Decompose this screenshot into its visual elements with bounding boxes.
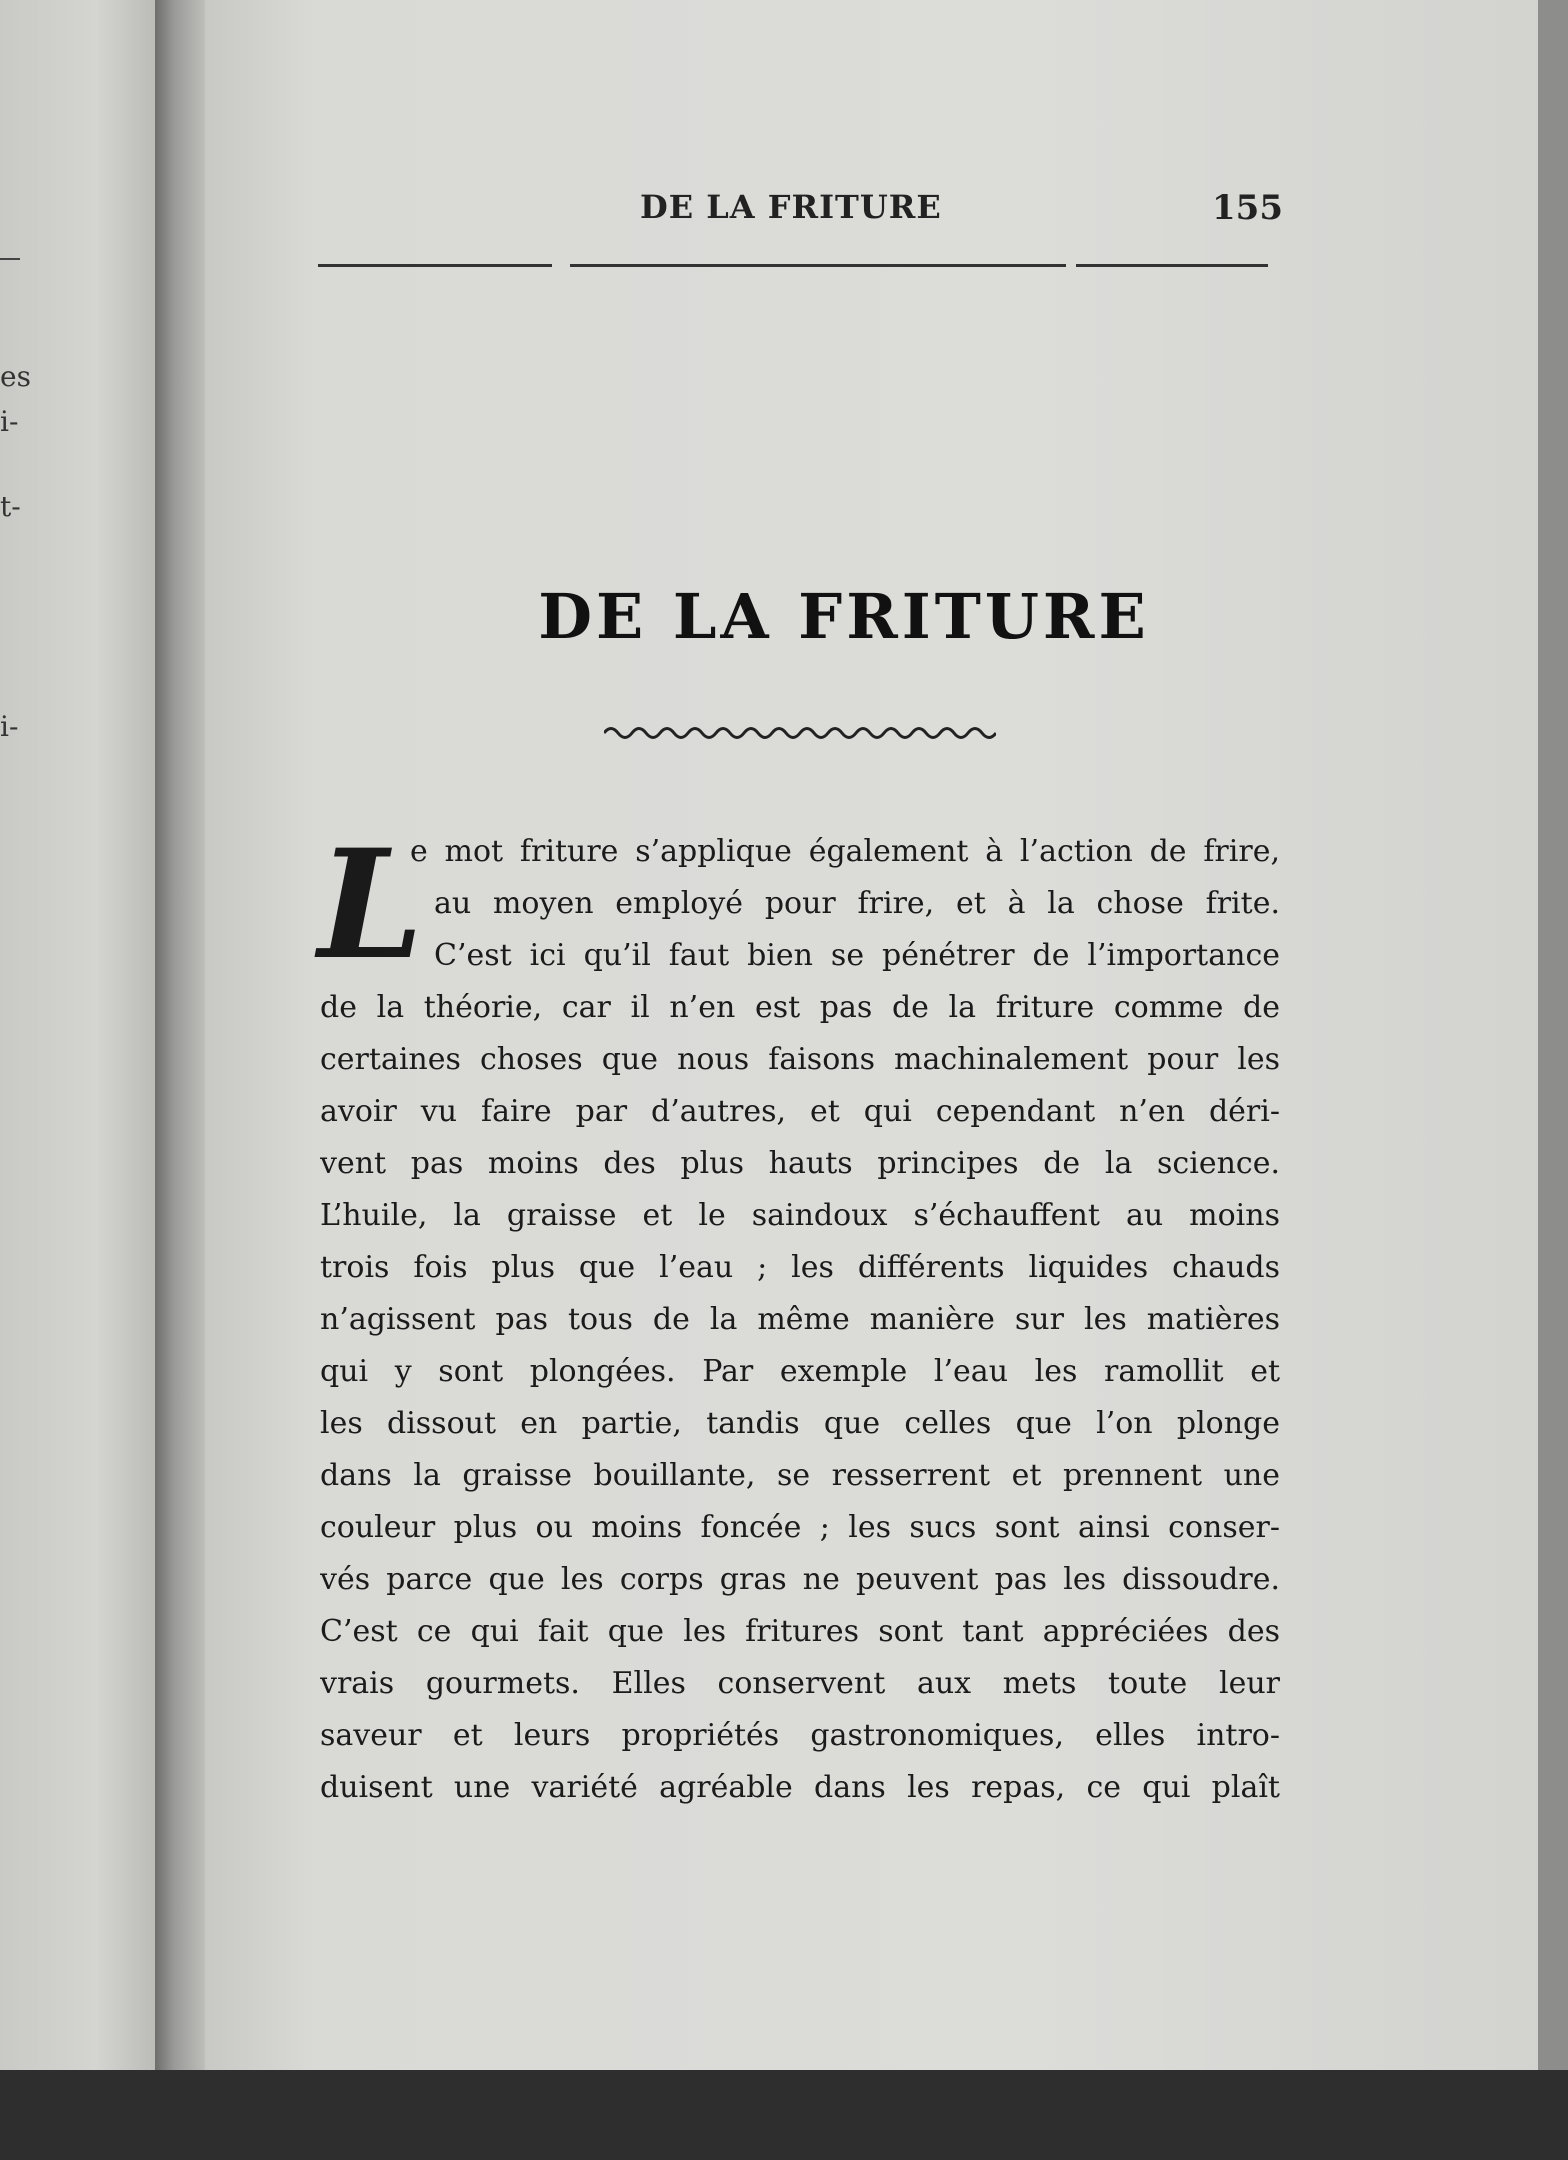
text-line: trois fois plus que l’eau ; les différents liquides chauds [320, 1250, 1280, 1285]
header-rule-right [1076, 264, 1268, 267]
page-number: 155 [1212, 188, 1283, 228]
left-page-fragment: i- [0, 405, 19, 438]
text-line: les dissout en partie, tandis que celles que l’on plonge [320, 1406, 1280, 1441]
running-head: DE LA FRITURE [640, 188, 942, 226]
book-gutter [155, 0, 210, 2070]
text-line: de la théorie, car il n’en est pas de la friture comme de [320, 990, 1280, 1025]
text-line: vés parce que les corps gras ne peuvent pas les dissoudre. [320, 1562, 1280, 1597]
text-line: e mot friture s’applique également à l’action de frire, [410, 834, 1280, 869]
ornamental-wave-rule [604, 722, 996, 744]
text-line: duisent une variété agréable dans les repas, ce qui plaît [320, 1770, 1280, 1805]
left-page-rule [0, 258, 20, 260]
page-edge-shadow [1538, 0, 1568, 2070]
drop-cap: L [318, 817, 424, 993]
chapter-title: DE LA FRITURE [538, 580, 1150, 653]
text-line: n’agissent pas tous de la même manière sur les matières [320, 1302, 1280, 1337]
text-line: C’est ce qui fait que les fritures sont tant appréciées des [320, 1614, 1280, 1649]
left-page-fragment: t- [0, 490, 21, 523]
text-line: au moyen employé pour frire, et à la chose frite. [434, 886, 1280, 921]
text-line: certaines choses que nous faisons machinalement pour les [320, 1042, 1280, 1077]
text-line: C’est ici qu’il faut bien se pénétrer de l’importance [434, 938, 1280, 973]
text-line: saveur et leurs propriétés gastronomiques, elles intro- [320, 1718, 1280, 1753]
right-page [205, 0, 1568, 2070]
scanner-bottom-edge [0, 2070, 1568, 2160]
text-line: L’huile, la graisse et le saindoux s’échauffent au moins [320, 1198, 1280, 1233]
text-line: qui y sont plongées. Par exemple l’eau les ramollit et [320, 1354, 1280, 1389]
left-page-fragment: i- [0, 710, 19, 743]
text-line: dans la graisse bouillante, se resserrent et prennent une [320, 1458, 1280, 1493]
text-line: couleur plus ou moins foncée ; les sucs sont ainsi conser- [320, 1510, 1280, 1545]
text-line: avoir vu faire par d’autres, et qui cependant n’en déri- [320, 1094, 1280, 1129]
header-rule-left [318, 264, 552, 267]
left-page-fragment: es [0, 360, 31, 393]
text-line: vent pas moins des plus hauts principes de la science. [320, 1146, 1280, 1181]
header-rule-middle [570, 264, 1066, 267]
text-line: vrais gourmets. Elles conservent aux mets toute leur [320, 1666, 1280, 1701]
left-page-edge [0, 0, 160, 2070]
